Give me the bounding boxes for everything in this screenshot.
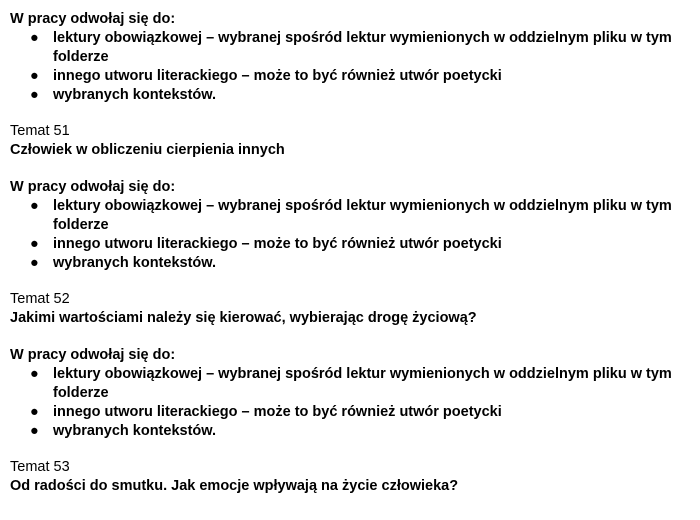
topic-53 [10,458,690,496]
topic-title: Jakimi wartościami należy się kierować, wybierając drogę życiową? [10,310,477,326]
list-item [10,235,678,254]
topic-title: Człowiek w obliczeniu cierpienia innych [10,142,285,158]
bullet-icon: ● [30,68,39,84]
document-page [10,10,690,513]
instructions-intro: W pracy odwołaj się do: [10,179,176,195]
instructions-block [10,10,690,105]
bullet-icon: ● [30,255,39,271]
bullet-icon: ● [30,198,39,214]
instructions-intro: W pracy odwołaj się do: [10,11,176,27]
references-list [10,197,690,273]
list-item-text: lektury obowiązkowej – wybranej spośród lektur wymienionych w oddzielnym pliku w tym folderze [53,30,672,65]
spacer [10,160,690,178]
bullet-icon: ● [30,87,39,103]
list-item-text: wybranych kontekstów. [53,423,217,439]
bullet-icon: ● [30,236,39,252]
topic-number: Temat 53 [10,459,70,475]
references-list [10,365,690,441]
bullet-icon: ● [30,423,39,439]
list-item-text: innego utworu literackiego – może to być również utwór poetycki [53,236,502,252]
list-item-text: innego utworu literackiego – może to być również utwór poetycki [53,68,502,84]
list-item [10,254,678,273]
bullet-icon: ● [30,30,39,46]
list-item [10,197,678,235]
list-item-text: lektury obowiązkowej – wybranej spośród lektur wymienionych w oddzielnym pliku w tym folderze [53,366,672,401]
list-item-text: wybranych kontekstów. [53,87,217,103]
list-item [10,86,678,105]
list-item [10,365,678,403]
list-item [10,67,678,86]
topic-title: Od radości do smutku. Jak emocje wpływają na życie człowieka? [10,478,459,494]
list-item-text: innego utworu literackiego – może to być również utwór poetycki [53,404,502,420]
bullet-icon: ● [30,404,39,420]
list-item-text: lektury obowiązkowej – wybranej spośród lektur wymienionych w oddzielnym pliku w tym folderze [53,198,672,233]
list-item [10,29,678,67]
topic-51 [10,122,690,273]
instructions-intro: W pracy odwołaj się do: [10,347,176,363]
bullet-icon: ● [30,366,39,382]
spacer [10,328,690,346]
topic-number: Temat 51 [10,123,70,139]
list-item [10,422,678,441]
topic-52 [10,290,690,441]
list-item-text: wybranych kontekstów. [53,255,217,271]
references-list [10,29,690,105]
list-item [10,403,678,422]
topic-number: Temat 52 [10,291,70,307]
